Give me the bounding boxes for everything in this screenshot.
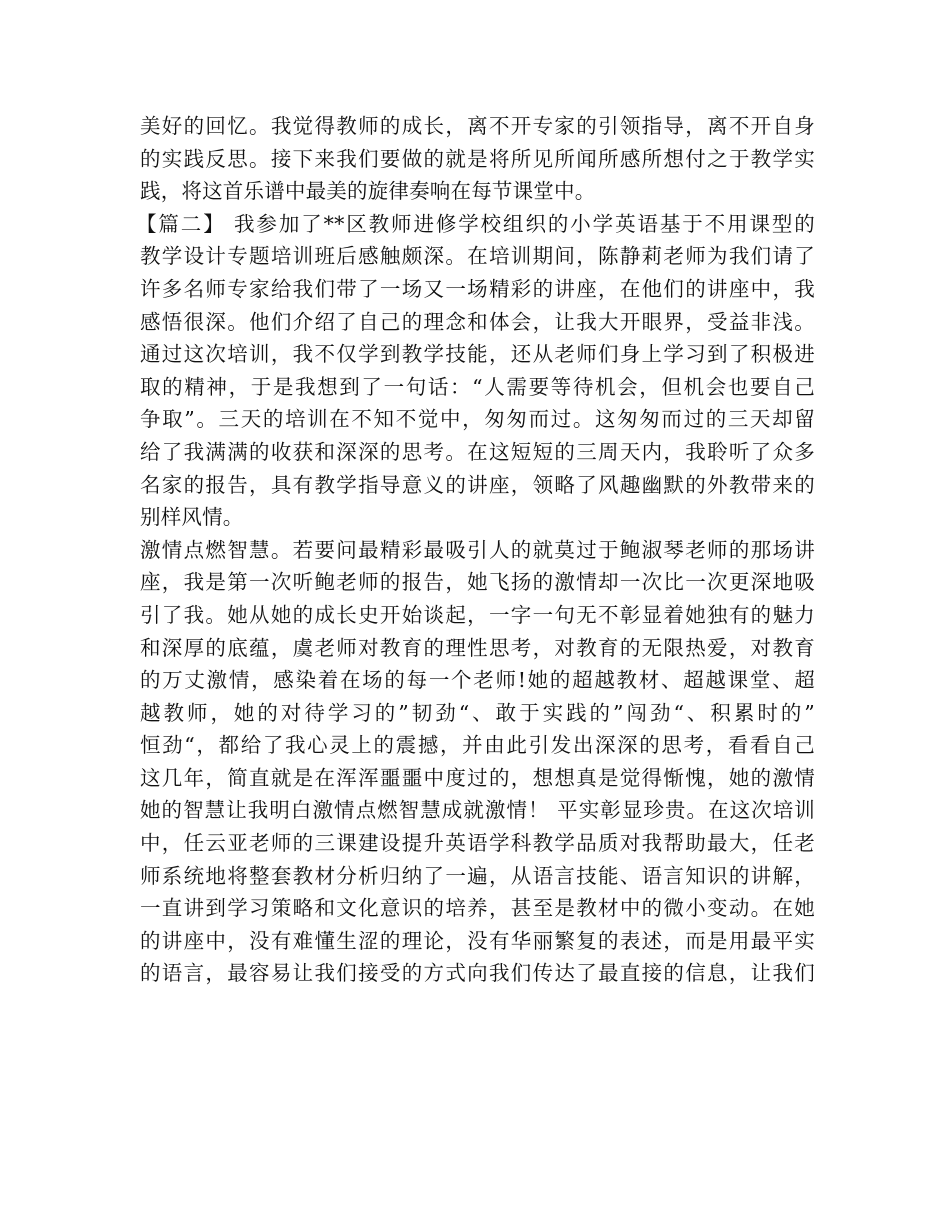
text-line: 的语言，最容易让我们接受的方式向我们传达了最直接的信息，让我们 [140, 961, 815, 986]
text-line: 激情点燃智慧。若要问最精彩最吸引人的就莫过于鲍淑琴老师的那场讲 [140, 537, 815, 562]
text-line: 这几年，简直就是在浑浑噩噩中度过的，想想真是觉得惭愧，她的激情 [140, 765, 815, 790]
text-line: 和深厚的底蕴，虞老师对教育的理性思考，对教育的无限热爱，对教育 [140, 635, 815, 660]
text-line: 美好的回忆。我觉得教师的成长，离不开专家的引领指导，离不开自身 [140, 114, 815, 138]
text-line: 别样风情。 [140, 505, 244, 530]
text-line: 名家的报告，具有教学指导意义的讲座，领略了风趣幽默的外教带来的 [140, 472, 815, 497]
text-line: 感悟很深。他们介绍了自己的理念和体会，让我大开眼界，受益非浅。 [140, 309, 815, 334]
text-line: 一直讲到学习策略和文化意识的培养，甚至是教材中的微小变动。在她 [140, 896, 815, 921]
body-text [136, 110, 815, 990]
text-line: 许多名师专家给我们带了一场又一场精彩的讲座，在他们的讲座中，我 [140, 276, 815, 301]
text-line: 通过这次培训，我不仅学到教学技能，还从老师们身上学习到了积极进 [140, 342, 815, 367]
text-line: 给了我满满的收获和深深的思考。在这短短的三周天内，我聆听了众多 [140, 439, 815, 464]
text-line: 教学设计专题培训班后感触颇深。在培训期间，陈静莉老师为我们请了 [140, 244, 815, 269]
section-heading-line: 【篇二】 我参加了**区教师进修学校组织的小学英语基于不用课型的 [136, 211, 815, 236]
text-line: 座，我是第一次听鲍老师的报告，她飞扬的激情却一次比一次更深地吸 [140, 570, 815, 595]
text-line: 引了我。她从她的成长史开始谈起，一字一句无不彰显着她独有的魅力 [140, 602, 815, 627]
text-line: 她的智慧让我明白激情点燃智慧成就激情！ 平实彰显珍贵。在这次培训 [140, 798, 815, 823]
text-line: 的万丈激情，感染着在场的每一个老师!她的超越教材、超越课堂、超 [140, 668, 815, 693]
text-line: 争取”。三天的培训在不知不觉中，匆匆而过。这匆匆而过的三天却留 [140, 407, 815, 432]
text-line: 践，将这首乐谱中最美的旋律奏响在每节课堂中。 [140, 179, 596, 204]
text-line: 恒劲“，都给了我心灵上的震撼，并由此引发出深深的思考，看看自己 [140, 733, 815, 758]
text-line: 越教师，她的对待学习的”韧劲“、敢于实践的”闯劲“、积累时的” [140, 700, 815, 725]
text-line: 中，任云亚老师的三课建设提升英语学科教学品质对我帮助最大，任老 [140, 831, 815, 856]
text-line: 的实践反思。接下来我们要做的就是将所见所闻所感所想付之于教学实 [140, 146, 815, 171]
text-line: 取的精神，于是我想到了一句话：“人需要等待机会，但机会也要自己 [140, 374, 815, 399]
text-line: 的讲座中，没有难懂生涩的理论，没有华丽繁复的表述，而是用最平实 [140, 928, 815, 953]
text-line: 师系统地将整套教材分析归纳了一遍，从语言技能、语言知识的讲解， [140, 863, 815, 888]
